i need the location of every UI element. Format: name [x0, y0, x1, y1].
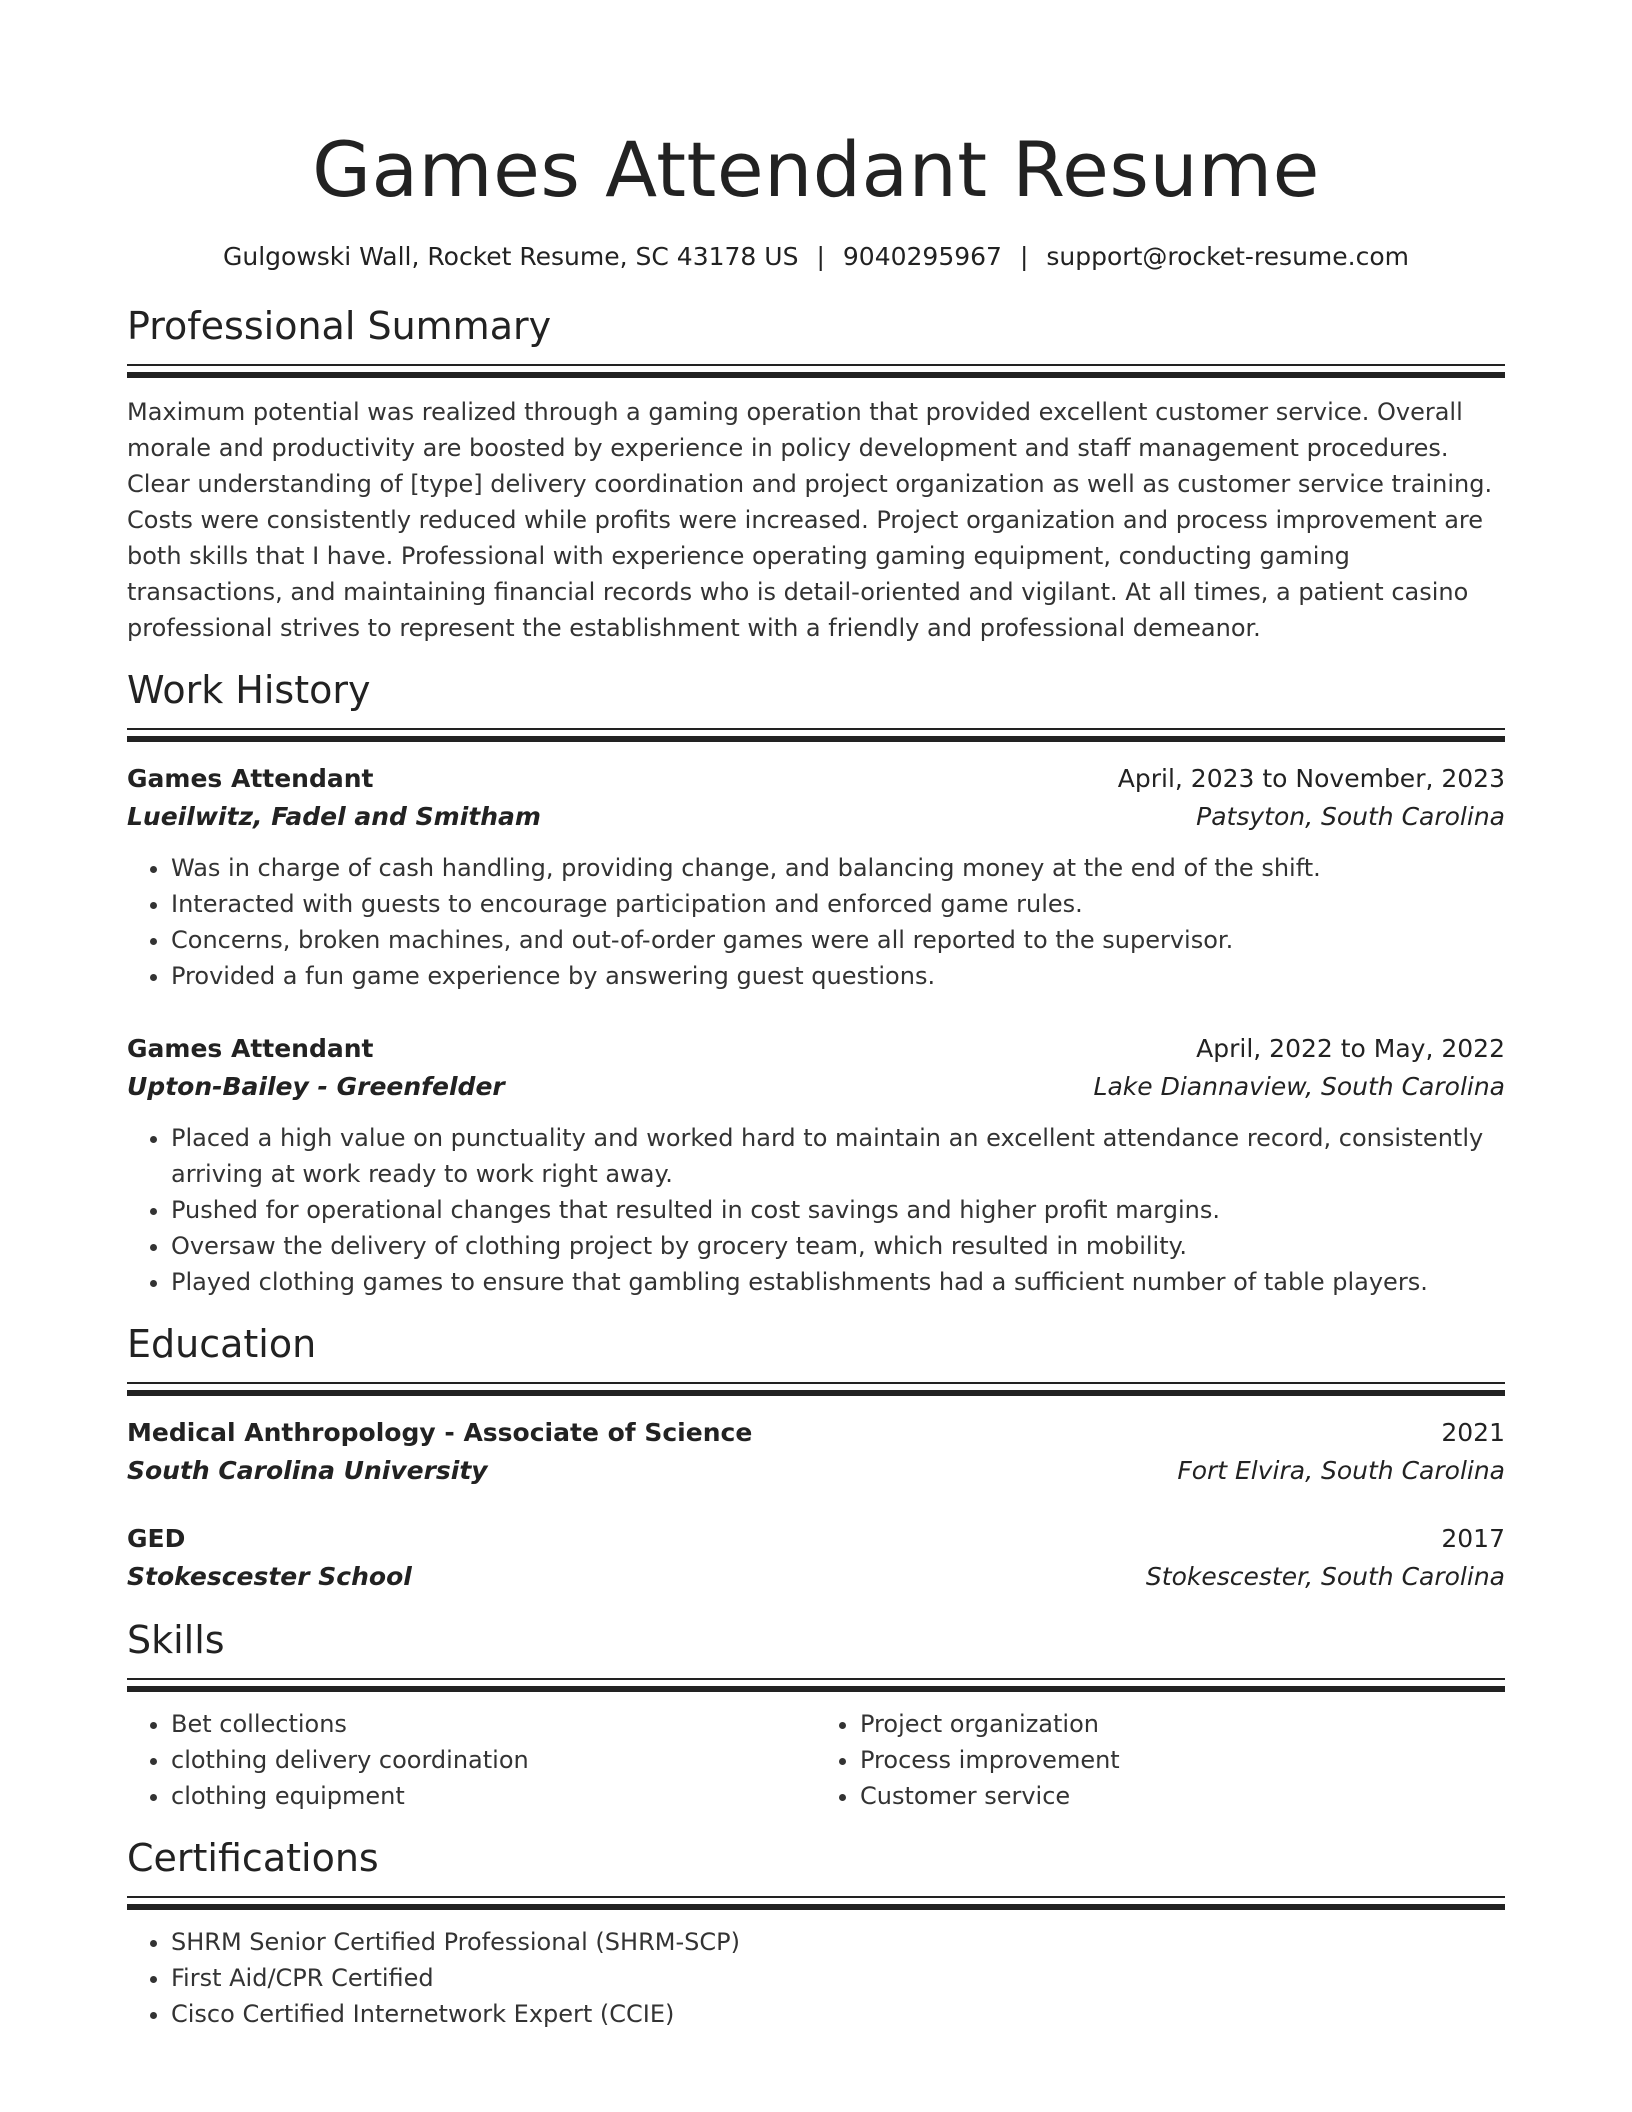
education-entry	[127, 1520, 1505, 1596]
section-heading-education: Education	[127, 1322, 317, 1366]
contact-email: support@rocket-resume.com	[1046, 242, 1409, 271]
section-divider	[127, 1686, 1505, 1692]
list-item: • Placed a high value on punctuality and worked hard to maintain an excellent attendance record, consistently arriving at work ready to work right away.	[171, 1120, 1505, 1192]
job-company: Lueilwitz, Fadel and Smitham	[127, 802, 541, 831]
job-entry	[127, 760, 1505, 994]
job-company: Upton-Bailey - Greenfelder	[127, 1072, 505, 1101]
school-name: South Carolina University	[127, 1456, 488, 1485]
page-title: Games Attendant Resume	[312, 125, 1320, 214]
job-location: Lake Diannaview, South Carolina	[1093, 1072, 1505, 1101]
section-divider	[127, 372, 1505, 378]
skills-list-left	[127, 1706, 816, 1814]
education-year: 2021	[1441, 1418, 1505, 1447]
summary-text: Maximum potential was realized through a gaming operation that provided excellent customer service. Overall morale and productivity are boosted by experience in policy development and staff management procedures. Clear understanding of [type] delivery coordination and project organization as well as customer service training. Costs were consistently reduced while profits were increased. Project organization and process improvement are both skills that I have. Professional with experience operating gaming equipment, conducting gaming transactions, and maintaining financial records who is detail-oriented and vigilant. At all times, a patient casino professional strives to represent the establishment with a friendly and professional demeanor.	[127, 398, 1493, 642]
job-title: Games Attendant	[127, 1034, 374, 1063]
contact-address: Gulgowski Wall, Rocket Resume, SC 43178 US	[223, 242, 799, 271]
list-item: • Provided a fun game experience by answering guest questions.	[171, 958, 1505, 994]
skill-item: • Bet collections	[171, 1706, 816, 1742]
education-year: 2017	[1441, 1524, 1505, 1553]
degree: GED	[127, 1524, 186, 1553]
summary-section	[127, 302, 1505, 646]
section-divider	[127, 736, 1505, 742]
section-heading-certifications: Certifications	[127, 1836, 379, 1880]
school-location: Fort Elvira, South Carolina	[1177, 1456, 1505, 1485]
contact-phone: 9040295967	[842, 242, 1002, 271]
contact-separator: |	[1019, 242, 1029, 271]
skills-section	[127, 1616, 1505, 1814]
list-item: • Was in charge of cash handling, providing change, and balancing money at the end of the shift.	[171, 850, 1505, 886]
certification-item: • SHRM Senior Certified Professional (SHRM-SCP)	[171, 1924, 1505, 1960]
section-heading-work: Work History	[127, 668, 371, 712]
skill-item: • Project organization	[860, 1706, 1505, 1742]
certifications-list	[127, 1924, 1505, 2032]
list-item: • Concerns, broken machines, and out-of-order games were all reported to the supervisor.	[171, 922, 1505, 958]
job-title: Games Attendant	[127, 764, 374, 793]
skills-grid	[127, 1706, 1505, 1814]
section-divider	[127, 1904, 1505, 1910]
work-history-section	[127, 666, 1505, 1300]
job-dates: April, 2023 to November, 2023	[1117, 764, 1505, 793]
school-name: Stokescester School	[127, 1562, 412, 1591]
contact-separator: |	[816, 242, 825, 271]
skill-item: • Process improvement	[860, 1742, 1505, 1778]
certification-item: • First Aid/CPR Certified	[171, 1960, 1505, 1996]
education-entry	[127, 1414, 1505, 1490]
list-item: • Oversaw the delivery of clothing project by grocery team, which resulted in mobility.	[171, 1228, 1505, 1264]
job-entry	[127, 1030, 1505, 1300]
skill-item: • Customer service	[860, 1778, 1505, 1814]
job-dates: April, 2022 to May, 2022	[1196, 1034, 1505, 1063]
list-item: • Interacted with guests to encourage participation and enforced game rules.	[171, 886, 1505, 922]
certifications-section	[127, 1834, 1505, 2032]
list-item: • Played clothing games to ensure that gambling establishments had a sufficient number of table players.	[171, 1264, 1505, 1300]
section-heading-summary: Professional Summary	[127, 304, 552, 348]
school-location: Stokescester, South Carolina	[1145, 1562, 1505, 1591]
list-item: • Pushed for operational changes that resulted in cost savings and higher profit margins.	[171, 1192, 1505, 1228]
section-heading-skills: Skills	[127, 1618, 225, 1662]
section-divider	[127, 1390, 1505, 1396]
skills-list-right	[816, 1706, 1505, 1814]
job-location: Patsyton, South Carolina	[1196, 802, 1505, 831]
certification-item: • Cisco Certified Internetwork Expert (CCIE)	[171, 1996, 1505, 2032]
job-bullets	[127, 1120, 1505, 1300]
job-bullets	[127, 850, 1505, 994]
contact-line	[127, 240, 1505, 274]
skill-item: • clothing equipment	[171, 1778, 816, 1814]
education-section	[127, 1320, 1505, 1596]
degree: Medical Anthropology - Associate of Science	[127, 1418, 753, 1447]
skill-item: • clothing delivery coordination	[171, 1742, 816, 1778]
